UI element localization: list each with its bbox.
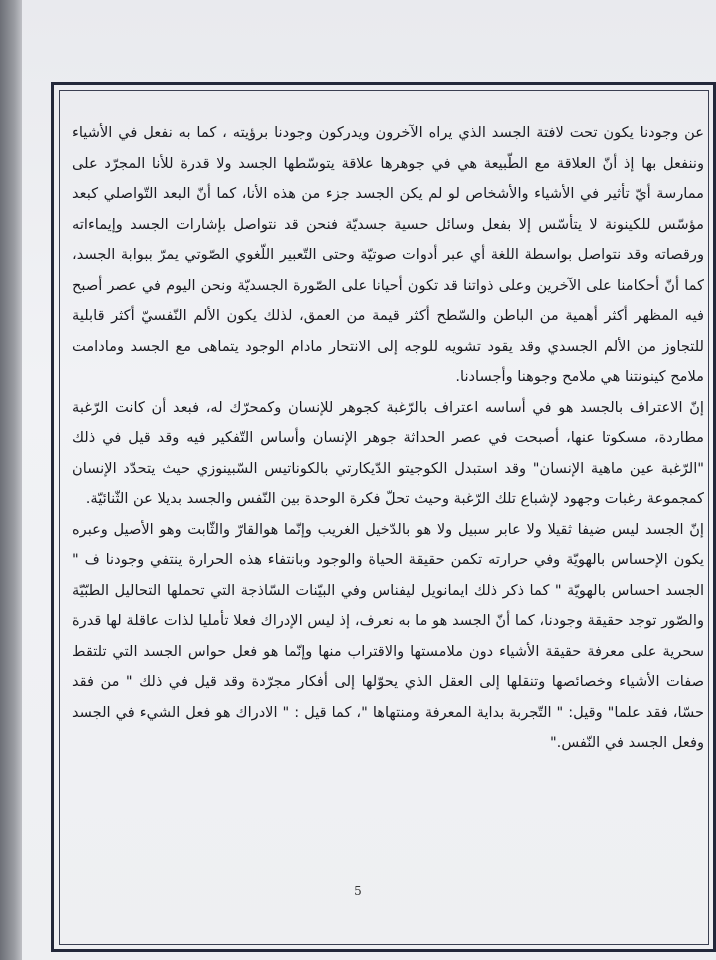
paragraph-2: إنّ الاعتراف بالجسد هو في أساسه اعتراف بالرّغبة كجوهر للإنسان وكمحرّك له، فبعد أن كانت الرّغبة مطاردة، مسكوتا عنها، أصبحت في عصر الحداثة جوهر الإنسان وأساس التّفكير فيه وقد قيل في ذلك "الرّغبة عين ماهية الإنسان" وقد استبدل الكوجيتو الدّيكارتي بالكوناتيس السّبينوزي حيث يتحدّد الإنسان كمجموعة رغبات وجهود لإشباع تلك الرّغبة وحيث تحلّ فكرة الوحدة بين النّفس والجسد بديلا عن الثّنائيّة. [72,398,704,507]
paragraph-3: إنّ الجسد ليس ضيفا ثقيلا ولا عابر سبيل ولا هو بالدّخيل الغريب وإنّما هوالقارّ والثّابت وهو الأصيل وعبره يكون الإحساس بالهويّة وفي حرارته تكمن حقيقة الحياة والوجود وبانتفاء هذه الحرارة ينتفي وجودنا ف " الجسد احساس بالهويّة " كما ذكر ذلك ايمانويل ليفناس وفي البيّنات السّاذجة التي تحملها التحاليل الطبّيّة والصّور توجد حقيقة وجودنا، كما أنّ الجسد هو ما به نعرف، إذ ليس الإدراك فعلا تأمليا لذات عاقلة لها قدرة سحرية على معرفة حقيقة الأشياء دون ملامستها والاقتراب منها وإنّما هو فعل حواس الجسد التي تلتقط صفات الأشياء وخصائصها وتنقلها إلى العقل الذي يحوّلها إلى أفكار مجرّدة وقد قيل في ذلك " من فقد حسّا، فقد علما" وقيل: " التّجربة بداية المعرفة ومنتهاها "، كما قيل : " الادراك هو فعل الشيء في الجسد وفعل الجسد في النّفس." [72,520,704,751]
paragraph-1: عن وجودنا يكون تحت لافتة الجسد الذي يراه الآخرون ويدركون وجودنا برؤيته ، كما به نفعل في الأشياء وننفعل بها إذ أنّ العلاقة مع الطّبيعة هي في جوهرها علاقة يتوسّطها الجسد ولا قدرة للأنا المجرّد على ممارسة أيّ تأثير في الأشياء والأشخاص لو لم يكن الجسد جزء من هذه الأنا، كما أنّ البعد التّواصلي كبعد مؤسّس للكينونة لا يتأسّس إلا بفعل وسائل حسية جسديّة فنحن قد نتواصل بإشارات الجسد وإيماءاته ورقصاته وقد نتواصل بواسطة اللغة أي عبر أدوات صوتيّة وحتى التّعبير اللّغوي الصّوتي يمرّ ببوابة الجسد، كما أنّ أحكامنا على الآخرين وعلى ذواتنا قد تكون أحيانا على الصّورة الجسديّة ونحن اليوم في عصر أصبح فيه المظهر أكثر أهمية من الباطن والسّطح أكثر قيمة من العمق، لذلك يكون الألم النّفسيّ أكثر قابلية للتجاوز من الألم الجسدي وقد يقود تشويه للوجه إلى الانتحار مادام الوجود يتماهى مع الجسد ومادامت ملامح كينونتنا هي ملامح وجوهنا وأجسادنا. [72,124,704,385]
photo-background-edge [0,0,24,960]
page-number: 5 [354,884,362,898]
page-body [72,118,704,759]
